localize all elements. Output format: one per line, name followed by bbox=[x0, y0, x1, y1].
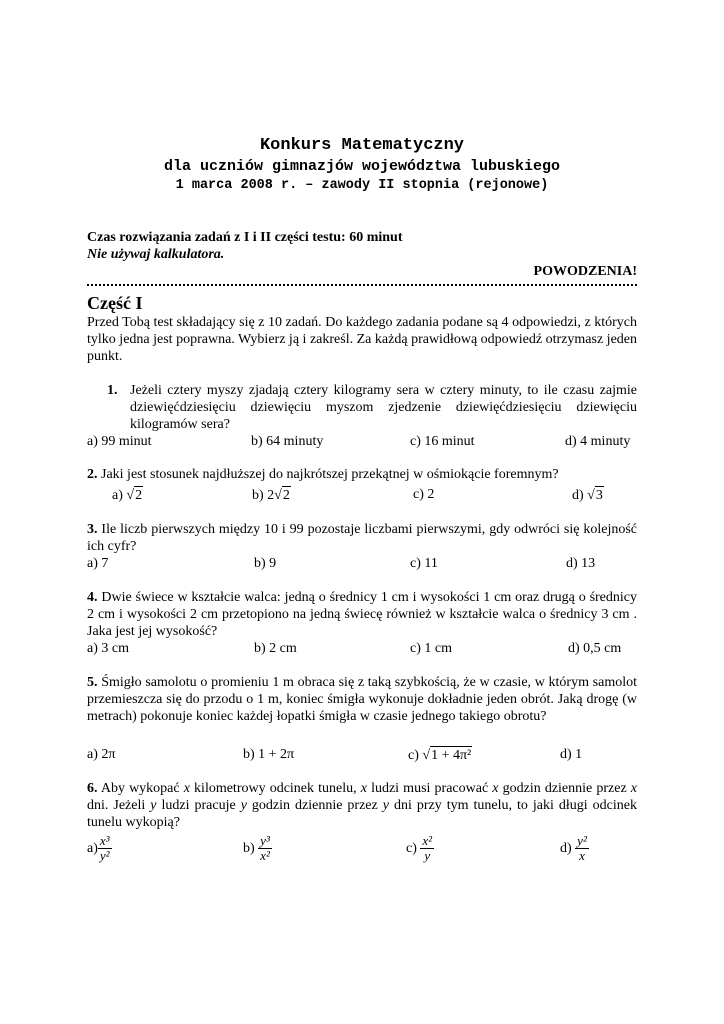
dotted-divider bbox=[87, 282, 637, 286]
q2-option-d-label: d) bbox=[572, 488, 584, 503]
question-6 bbox=[87, 780, 637, 831]
q4-option-d[interactable]: d) 0,5 cm bbox=[568, 641, 622, 656]
question-3 bbox=[87, 521, 637, 555]
question-2 bbox=[87, 466, 637, 483]
q6-b-fraction: $\frac{\text{y³}}{\text{x²}}$ bbox=[260, 833, 270, 863]
q4-option-b[interactable]: b) 2 cm bbox=[254, 641, 297, 656]
q2-option-b[interactable] bbox=[252, 486, 291, 504]
q2-b-radicand: 2 bbox=[282, 488, 290, 503]
q6-option-b-label: b) bbox=[243, 841, 255, 856]
sqrt-symbol: √2 bbox=[126, 488, 143, 503]
q1-option-d[interactable]: d) 4 minuty bbox=[565, 434, 631, 449]
calculator-note: Nie używaj kalkulatora. bbox=[87, 247, 225, 262]
q5-option-d[interactable]: d) 1 bbox=[560, 747, 583, 762]
question-3-number: 3. bbox=[87, 522, 98, 537]
q2-option-b-label: b) 2 bbox=[252, 488, 275, 503]
contest-title: Konkurs Matematyczny bbox=[259, 136, 465, 155]
question-1-number: 1. bbox=[107, 383, 118, 398]
q4-option-c[interactable]: c) 1 cm bbox=[410, 641, 452, 656]
q6-option-b[interactable] bbox=[243, 834, 272, 863]
part-description: Przed Tobą test składający się z 10 zadań. Do każdego zadania podane są 4 odpowiedzi, z których tylko jedna jest poprawna. Wybierz ją i zakreśl. Za każdą prawidłową odpowiedź otrzymasz jeden punkt. bbox=[87, 315, 637, 364]
q3-option-c[interactable]: c) 11 bbox=[410, 556, 438, 571]
sqrt-symbol: √3 bbox=[587, 488, 603, 503]
contest-date: 1 marca 2008 r. – zawody II stopnia (rejonowe) bbox=[175, 178, 549, 193]
q6-option-c-label: c) bbox=[406, 841, 417, 856]
question-5-number: 5. bbox=[87, 675, 98, 690]
contest-subtitle: dla uczniów gimnazjów województwa lubuskiego bbox=[163, 158, 561, 175]
q5-option-c[interactable] bbox=[408, 746, 472, 764]
question-6-number: 6. bbox=[87, 781, 98, 796]
q3-option-d[interactable]: d) 13 bbox=[566, 556, 596, 571]
q2-option-c[interactable]: c) 2 bbox=[413, 487, 435, 502]
q1-option-c[interactable]: c) 16 minut bbox=[410, 434, 475, 449]
q5-option-b[interactable]: b) 1 + 2π bbox=[243, 747, 295, 762]
question-5 bbox=[87, 674, 637, 725]
question-4-text: Dwie świece w kształcie walca: jedną o średnicy 1 cm i wysokości 1 cm oraz drugą o średnicy 2 cm i wysokości 2 cm przetopiono na jedną świecę również w kształcie walca o średnicy 3 cm . Jaka jest jej wysokość? bbox=[87, 590, 638, 639]
question-3-text: Ile liczb pierwszych między 10 i 99 pozostaje liczbami pierwszymi, gdy odwróci się kolejność ich cyfr? bbox=[87, 522, 638, 554]
part-title: Część I bbox=[87, 293, 143, 313]
question-6-text: Aby wykopać x kilometrowy odcinek tunelu, x ludzi musi pracować x godzin dziennie przez x dni. Jeżeli y ludzi pracuje y godzin dziennie przez y dni przy tym tunelu, to jaki długi odcinek tunelu wykopią? bbox=[87, 781, 638, 830]
q2-d-radicand: 3 bbox=[595, 488, 603, 503]
q6-option-d-label: d) bbox=[560, 841, 572, 856]
question-2-number: 2. bbox=[87, 467, 98, 482]
time-limit: Czas rozwiązania zadań z I i II części testu: 60 minut bbox=[87, 230, 403, 245]
q2-option-a[interactable] bbox=[112, 486, 143, 504]
q6-option-d[interactable] bbox=[560, 834, 589, 863]
q4-option-a[interactable]: a) 3 cm bbox=[87, 641, 129, 656]
q6-c-fraction: $\frac{\text{x²}}{y}$ bbox=[422, 833, 433, 863]
question-2-text: Jaki jest stosunek najdłuższej do najkrótszej przekątnej w ośmiokącie foremnym? bbox=[101, 467, 559, 482]
q2-option-d[interactable] bbox=[572, 486, 604, 504]
sqrt-symbol: √2 bbox=[274, 488, 290, 503]
question-5-text: Śmigło samolotu o promieniu 1 m obraca się z taką szybkością, że w czasie, w którym samolot przemieszcza się do przodu o 1 m, koniec śmigła wykonuje dokładnie jeden obrót. Jaką drogę (w metrach) pokonuje koniec każdej łopatki śmigła w czasie jednego takiego obrotu? bbox=[87, 675, 637, 724]
q3-option-b[interactable]: b) 9 bbox=[254, 556, 277, 571]
good-luck: POWODZENIA! bbox=[533, 264, 637, 279]
q1-option-a[interactable]: a) 99 minut bbox=[87, 434, 152, 449]
question-4 bbox=[87, 589, 637, 640]
sqrt-symbol: √1 + 4π² bbox=[422, 748, 472, 763]
q6-a-fraction: $\frac{\text{x³}}{\text{y²}}$ bbox=[99, 833, 110, 863]
q3-option-a[interactable]: a) 7 bbox=[87, 556, 109, 571]
q6-option-a-label: a) bbox=[87, 841, 98, 856]
q2-a-radicand: 2 bbox=[135, 488, 143, 503]
q5-option-a[interactable]: a) 2π bbox=[87, 747, 116, 762]
q5-option-c-label: c) bbox=[408, 748, 419, 763]
question-1-text: Jeżeli cztery myszy zjadają cztery kilogramy sera w cztery minuty, to ile czasu zajmie dziewięćdziesięciu dziewięciu myszom zjedzenie dziewięćdziesięciu dziewięciu kilogramów sera? bbox=[130, 383, 637, 432]
q5-c-radicand: 1 + 4π² bbox=[431, 748, 472, 763]
q6-option-a[interactable] bbox=[87, 834, 112, 863]
q6-option-c[interactable] bbox=[406, 834, 434, 863]
q1-option-b[interactable]: b) 64 minuty bbox=[251, 434, 324, 449]
q2-option-a-label: a) bbox=[112, 488, 123, 503]
question-4-number: 4. bbox=[87, 590, 98, 605]
q6-d-fraction: $\frac{\text{y²}}{x}$ bbox=[577, 833, 587, 863]
